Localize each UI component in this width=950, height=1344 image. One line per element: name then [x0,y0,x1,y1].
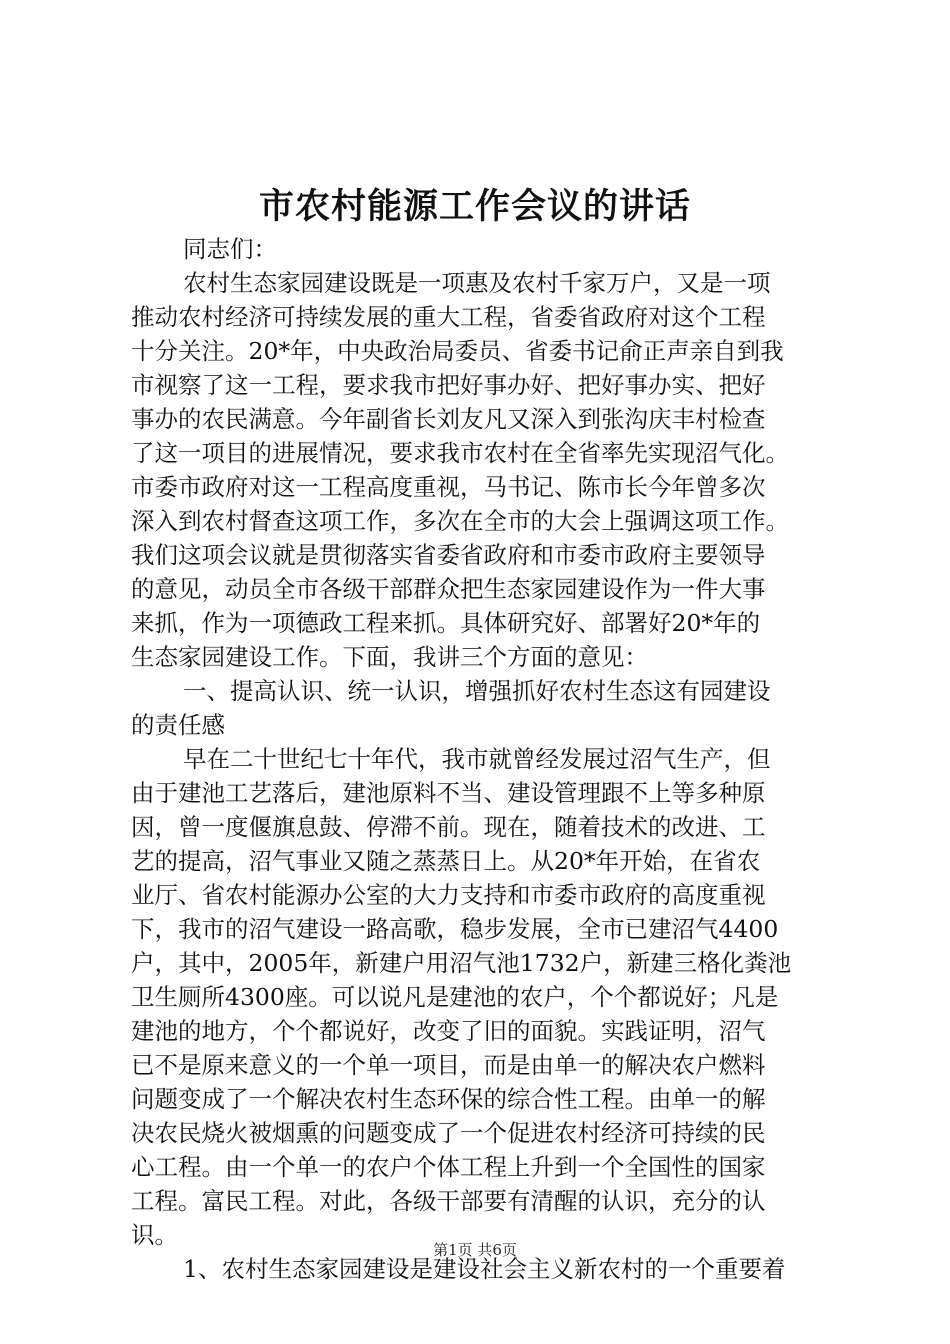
body-line: 已不是原来意义的一个单一项目，而是由单一的解决农户燃料 [131,1051,766,1079]
body-line: 建池的地方，个个都说好，改变了旧的面貌。实践证明，沼气 [131,1017,766,1045]
body-line: 同志们： [183,235,277,263]
body-line: 我们这项会议就是贯彻落实省委省政府和市委市政府主要领导 [131,541,766,569]
body-line: 推动农村经济可持续发展的重大工程，省委省政府对这个工程 [131,303,766,331]
body-line: 1、农村生态家园建设是建设社会主义新农村的一个重要着 [183,1255,786,1283]
body-line: 识。 [131,1221,178,1249]
body-line: 卫生厕所4300座。可以说凡是建池的农户，个个都说好；凡是 [131,983,779,1011]
body-line: 市委市政府对这一工程高度重视，马书记、陈市长今年曾多次 [131,473,766,501]
body-line: 决农民烧火被烟熏的问题变成了一个促进农村经济可持续的民 [131,1119,766,1147]
body-line: 的责任感 [131,711,225,739]
body-line: 一、提高认识、统一认识，增强抓好农村生态这有园建设 [183,677,771,705]
body-line: 心工程。由一个单一的农户个体工程上升到一个全国性的国家 [131,1153,766,1181]
body-line: 下，我市的沼气建设一路高歌，稳步发展，全市已建沼气4400 [131,915,779,943]
body-line: 因，曾一度偃旗息鼓、停滞不前。现在，随着技术的改进、工 [131,813,766,841]
body-line: 工程。富民工程。对此，各级干部要有清醒的认识，充分的认 [131,1187,766,1215]
body-line: 了这一项目的进展情况，要求我市农村在全省率先实现沼气化。 [131,439,789,467]
body-line: 户，其中，2005年，新建户用沼气池1732户，新建三格化粪池 [131,949,792,977]
body-line: 艺的提高，沼气事业又随之蒸蒸日上。从20*年开始，在省农 [131,847,761,875]
body-line: 市视察了这一工程，要求我市把好事办好、把好事办实、把好 [131,371,766,399]
body-line: 早在二十世纪七十年代，我市就曾经发展过沼气生产，但 [183,745,771,773]
body-line: 问题变成了一个解决农村生态环保的综合性工程。由单一的解 [131,1085,766,1113]
body-line: 深入到农村督查这项工作，多次在全市的大会上强调这项工作。 [131,507,789,535]
body-line: 来抓，作为一项德政工程来抓。具体研究好、部署好20*年的 [131,609,761,637]
body-line: 的意见，动员全市各级干部群众把生态家园建设作为一件大事 [131,575,766,603]
body-line: 生态家园建设工作。下面，我讲三个方面的意见： [131,643,648,671]
body-line: 事办的农民满意。今年副省长刘友凡又深入到张沟庆丰村检查 [131,405,766,433]
page-footer: 第1页 共6页 [433,1241,517,1259]
body-line: 十分关注。20*年，中央政治局委员、省委书记俞正声亲自到我 [131,337,784,365]
body-line: 业厅、省农村能源办公室的大力支持和市委市政府的高度重视 [131,881,766,909]
body-line: 由于建池工艺落后，建池原料不当、建设管理跟不上等多种原 [131,779,766,807]
document-body [131,232,831,1286]
document-title: 市农村能源工作会议的讲话 [258,186,691,227]
body-line: 农村生态家园建设既是一项惠及农村千家万户，又是一项 [183,269,771,297]
